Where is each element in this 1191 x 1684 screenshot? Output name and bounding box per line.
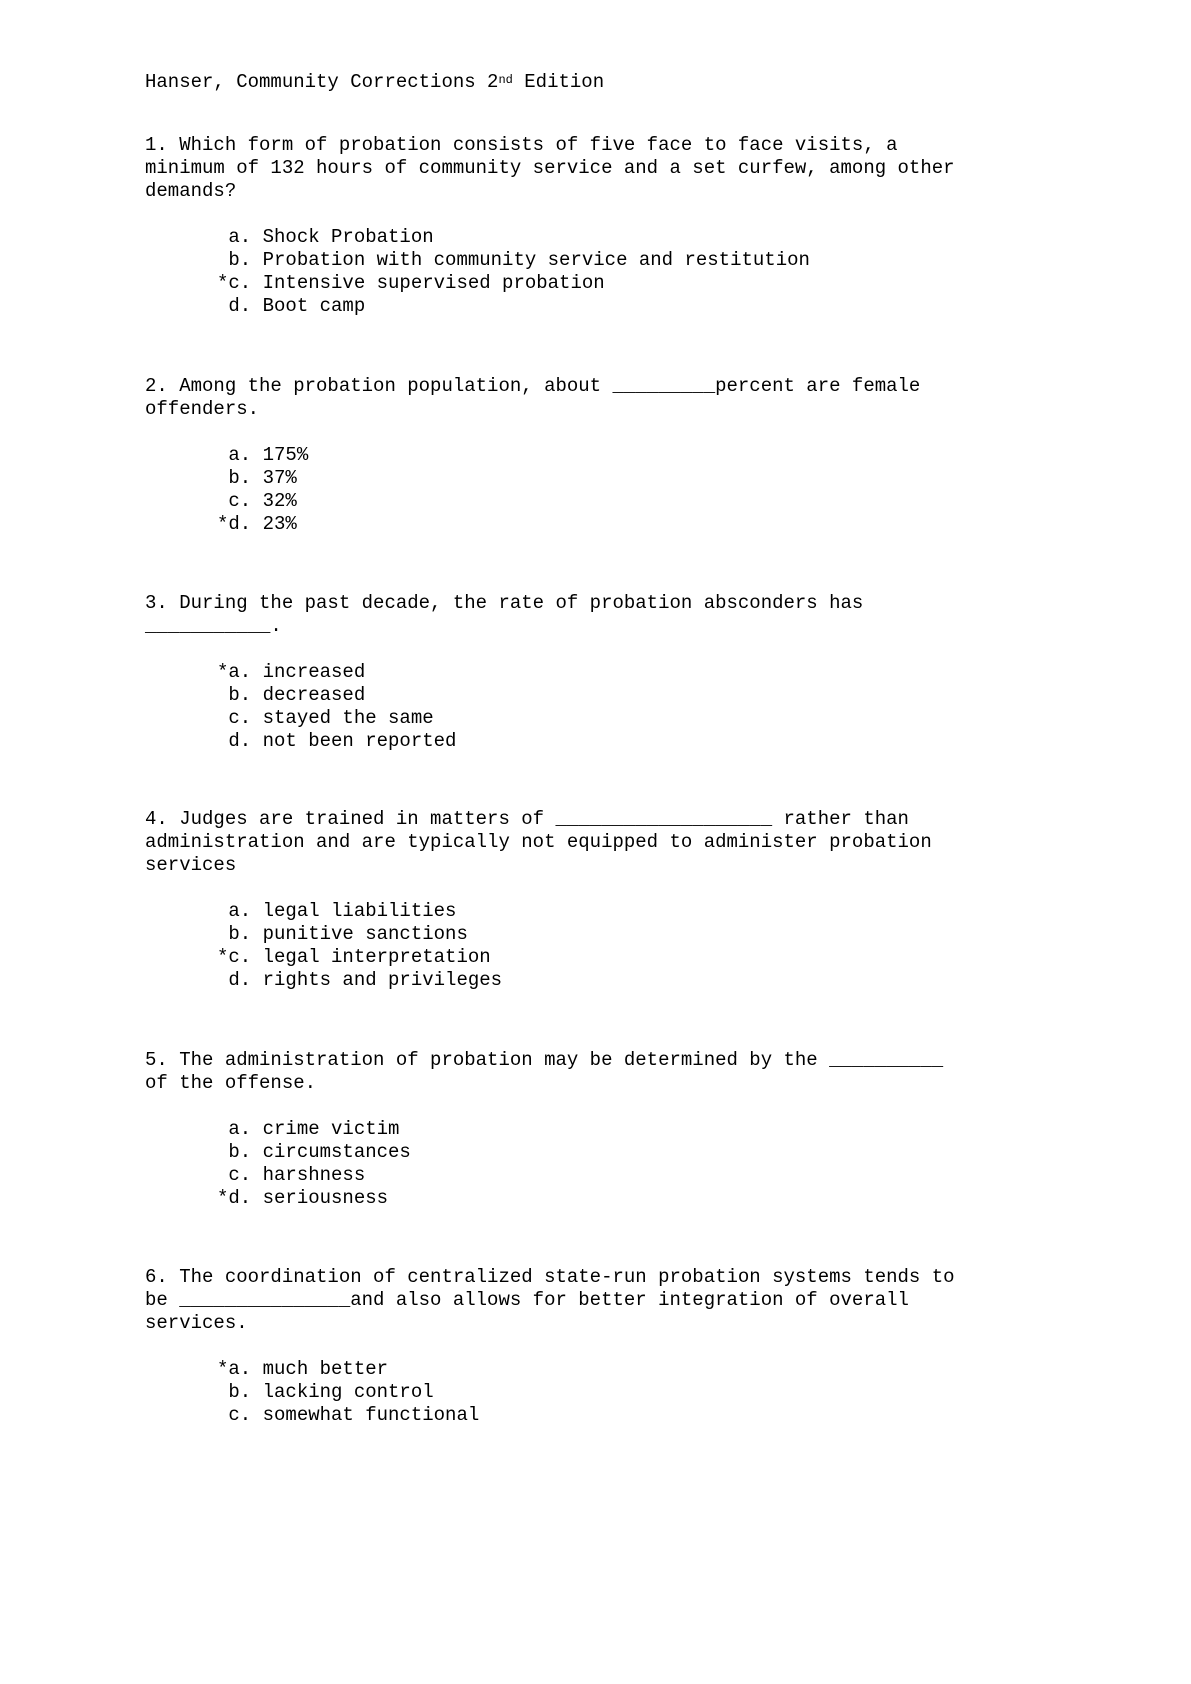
- answer-options: [217, 1358, 1025, 1427]
- option-a: *a. increased: [217, 661, 366, 683]
- option-c: *c. legal interpretation: [217, 946, 491, 968]
- question-6: [145, 1266, 1025, 1427]
- option-b: b. circumstances: [217, 1141, 411, 1163]
- option-b: b. lacking control: [217, 1381, 434, 1403]
- option-c: *c. Intensive supervised probation: [217, 272, 605, 294]
- question-stem: 3. During the past decade, the rate of probation absconders has ___________.: [145, 592, 864, 637]
- question-stem: 4. Judges are trained in matters of ___________________ rather than administration and are typically not equipped to administer probation services: [145, 808, 932, 876]
- question-3: [145, 592, 1025, 753]
- option-c: c. stayed the same: [217, 707, 434, 729]
- option-d: d. rights and privileges: [217, 969, 503, 991]
- option-a: a. 175%: [217, 444, 309, 466]
- option-d: *d. 23%: [217, 513, 297, 535]
- option-d: d. not been reported: [217, 730, 457, 752]
- answer-options: [217, 900, 1025, 992]
- option-c: c. harshness: [217, 1164, 366, 1186]
- question-stem: 2. Among the probation population, about _________percent are female offenders.: [145, 375, 921, 420]
- answer-options: [217, 1118, 1025, 1210]
- document-title: [145, 70, 604, 94]
- question-1: [145, 134, 1025, 318]
- option-d: *d. seriousness: [217, 1187, 389, 1209]
- option-b: b. 37%: [217, 467, 297, 489]
- title-tail: Edition: [512, 71, 605, 93]
- option-b: b. decreased: [217, 684, 366, 706]
- option-a: a. crime victim: [217, 1118, 400, 1140]
- answer-options: [217, 444, 1025, 536]
- option-a: a. Shock Probation: [217, 226, 434, 248]
- title-superscript: nd: [498, 73, 513, 87]
- answer-options: [217, 661, 1025, 753]
- answer-options: [217, 226, 1025, 318]
- option-a: *a. much better: [217, 1358, 389, 1380]
- question-stem: 5. The administration of probation may be determined by the __________ of the offense.: [145, 1049, 944, 1094]
- question-stem: 6. The coordination of centralized state-run probation systems tends to be _______________and also allows for better integration of overall services.: [145, 1266, 955, 1334]
- option-c: c. 32%: [217, 490, 297, 512]
- question-5: [145, 1049, 1025, 1210]
- option-b: b. Probation with community service and restitution: [217, 249, 810, 271]
- option-c: c. somewhat functional: [217, 1404, 480, 1426]
- option-a: a. legal liabilities: [217, 900, 457, 922]
- question-2: [145, 375, 1025, 536]
- title-main: Hanser, Community Corrections 2: [145, 71, 499, 93]
- question-4: [145, 808, 1025, 992]
- option-b: b. punitive sanctions: [217, 923, 468, 945]
- option-d: d. Boot camp: [217, 295, 366, 317]
- question-stem: 1. Which form of probation consists of five face to face visits, a minimum of 132 hours of community service and a set curfew, among other demands?: [145, 134, 955, 202]
